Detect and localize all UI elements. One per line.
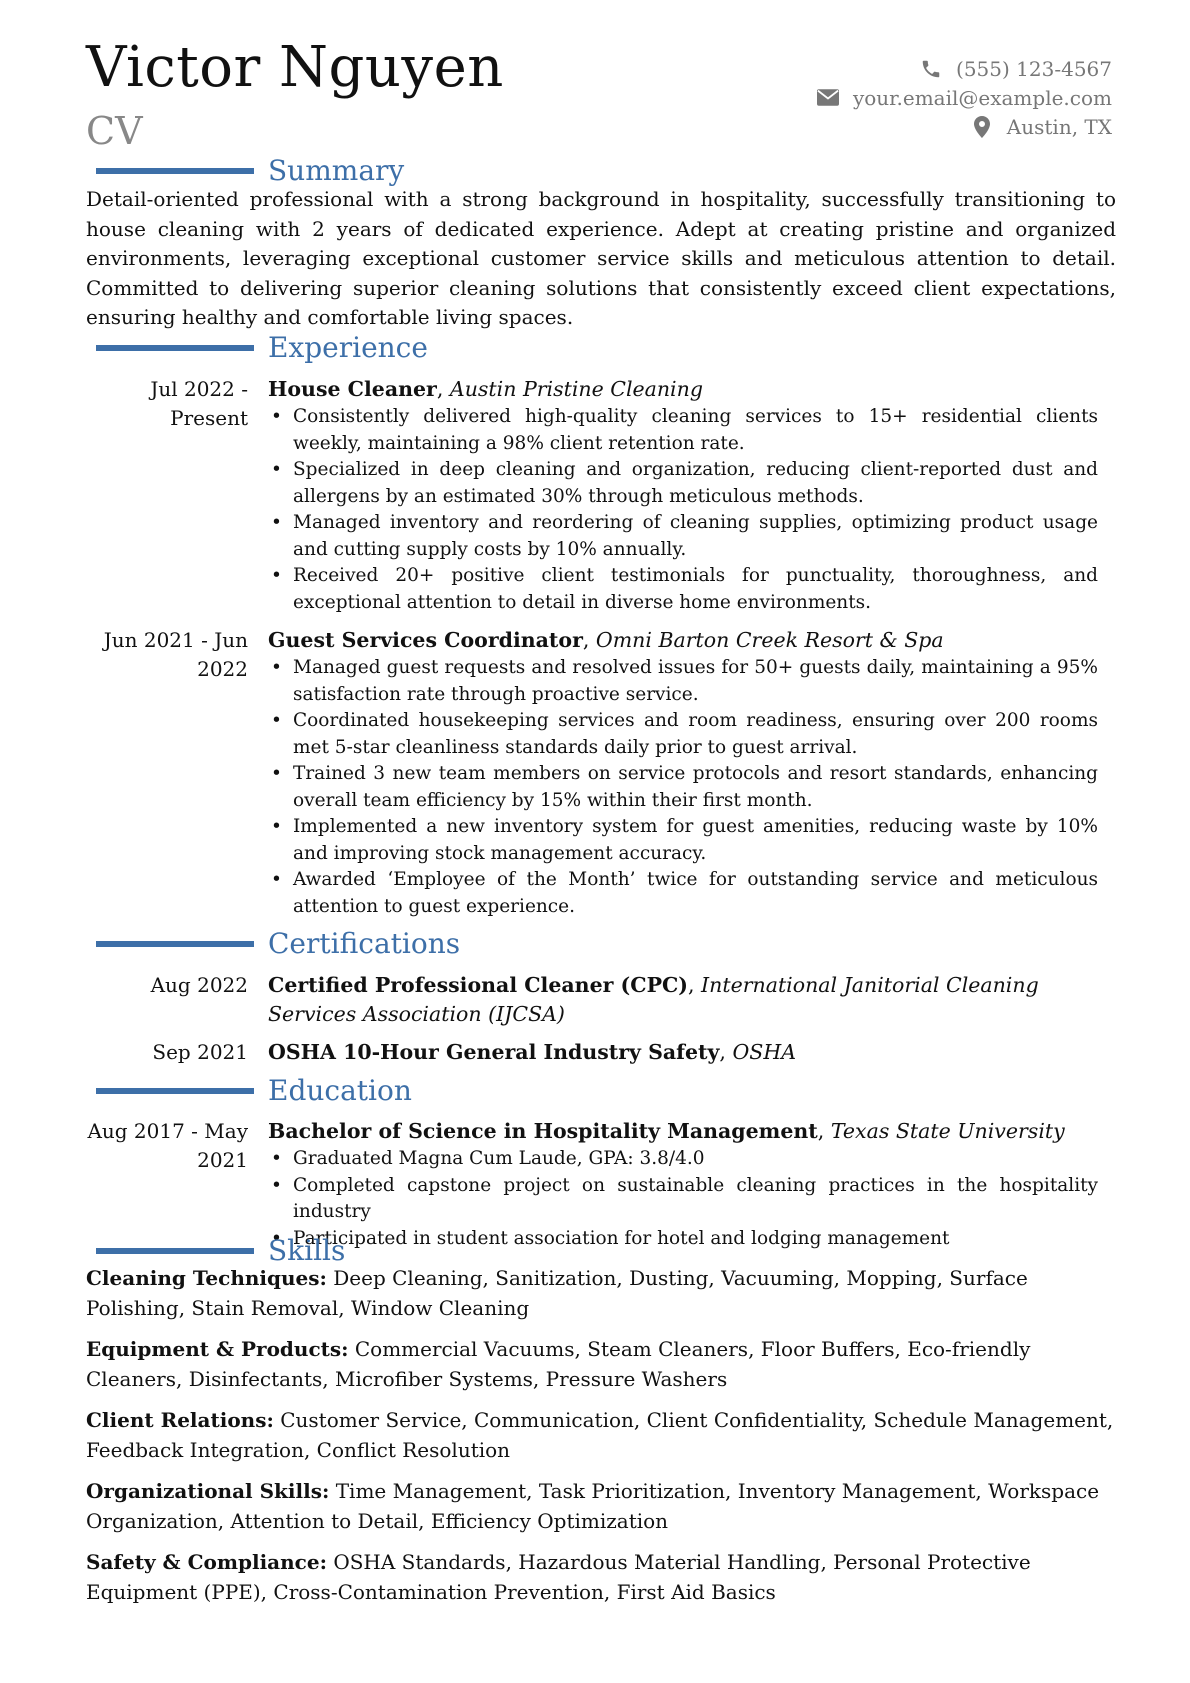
skill-label: Equipment & Products:: [86, 1337, 349, 1361]
bullet-item: • Awarded ‘Employee of the Month’ twice for outstanding service and meticulous attention to guest experience.: [268, 867, 1098, 920]
degree-title: Bachelor of Science in Hospitality Management: [268, 1119, 818, 1143]
entry-title: House Cleaner, Austin Pristine Cleaning: [268, 377, 703, 401]
skill-list: Deep Cleaning, Sanitization, Dusting, Vacuuming, Mopping, Surface Polishing, Stain Removal, Window Cleaning: [86, 1266, 1028, 1320]
entry-date: Aug 2022: [150, 973, 248, 997]
entry-date: Sep 2021: [152, 1040, 248, 1064]
entry-bullets: [268, 655, 1098, 920]
entry-title: Bachelor of Science in Hospitality Management, Texas State University: [268, 1119, 1065, 1143]
employer: Omni Barton Creek Resort & Spa: [595, 628, 944, 652]
section-title: Experience: [268, 331, 428, 364]
entry-bullets: [268, 404, 1098, 616]
contact-location: [815, 112, 1112, 141]
bullet-item: • Trained 3 new team members on service protocols and resort standards, enhancing overall team efficiency by 15% within their first month.: [268, 761, 1098, 814]
skill-group: [86, 1264, 1116, 1323]
skill-list: OSHA Standards, Hazardous Material Handling, Personal Protective Equipment (PPE), Cross-Contamination Prevention, First Aid Basics: [86, 1550, 1031, 1604]
skill-group: [86, 1335, 1116, 1394]
skill-label: Organizational Skills:: [86, 1479, 330, 1503]
contact-block: [815, 54, 1112, 141]
skill-group: [86, 1477, 1116, 1536]
skill-label: Cleaning Techniques:: [86, 1266, 327, 1290]
institution: Texas State University: [830, 1119, 1065, 1143]
bullet-item: • Managed guest requests and resolved issues for 50+ guests daily, maintaining a 95% satisfaction rate through proactive service.: [268, 655, 1098, 708]
section-rule: [96, 1248, 254, 1254]
location-text: Austin, TX: [1006, 114, 1112, 139]
phone-text: (555) 123-4567: [956, 56, 1112, 81]
document-subtitle: CV: [86, 109, 143, 153]
bullet-item: • Received 20+ positive client testimonials for punctuality, thoroughness, and exceptional attention to detail in diverse home environments.: [268, 563, 1098, 616]
issuer: OSHA: [732, 1040, 797, 1064]
issuer: International Janitorial Cleaning Services Association (IJCSA): [268, 973, 1039, 1026]
entry-bullets: [268, 1146, 1098, 1252]
skill-group: [86, 1548, 1116, 1607]
entry-date: Aug 2017 - May 2021: [87, 1119, 248, 1172]
bullet-item: • Completed capstone project on sustainable cleaning practices in the hospitality industry: [268, 1173, 1098, 1226]
skill-list: Commercial Vacuums, Steam Cleaners, Floor Buffers, Eco-friendly Cleaners, Disinfectants, Microfiber Systems, Pressure Washers: [86, 1337, 1031, 1391]
certification-title: Certified Professional Cleaner (CPC): [268, 973, 688, 997]
bullet-item: • Participated in student association for hotel and lodging management: [268, 1226, 1098, 1253]
section-title: Summary: [268, 154, 405, 187]
map-pin-icon: [969, 116, 995, 138]
section-title: Certifications: [268, 927, 461, 960]
phone-icon: [918, 58, 944, 80]
certification-title: OSHA 10-Hour General Industry Safety: [268, 1040, 720, 1064]
employer: Austin Pristine Cleaning: [449, 377, 703, 401]
entry-title: Certified Professional Cleaner (CPC), International Janitorial Cleaning Services Association (IJCSA): [268, 973, 1039, 1026]
section-rule: [96, 1088, 254, 1094]
entry-date: Jul 2022 - Present: [150, 377, 248, 430]
section-title: Skills: [268, 1234, 346, 1267]
section-title: Education: [268, 1074, 412, 1107]
entry-title: Guest Services Coordinator, Omni Barton Creek Resort & Spa: [268, 628, 944, 652]
section-rule: [96, 168, 254, 174]
contact-phone: [815, 54, 1112, 83]
bullet-item: • Consistently delivered high-quality cleaning services to 15+ residential clients weekly, maintaining a 98% client retention rate.: [268, 404, 1098, 457]
job-title: House Cleaner: [268, 377, 437, 401]
entry-title: OSHA 10-Hour General Industry Safety, OSHA: [268, 1040, 797, 1064]
section-rule: [96, 941, 254, 947]
candidate-name: Victor Nguyen: [86, 35, 504, 100]
envelope-icon: [815, 87, 841, 109]
job-title: Guest Services Coordinator: [268, 628, 583, 652]
bullet-item: • Managed inventory and reordering of cleaning supplies, optimizing product usage and cutting supply costs by 10% annually.: [268, 510, 1098, 563]
skill-group: [86, 1406, 1116, 1465]
section-rule: [96, 345, 254, 351]
bullet-item: • Implemented a new inventory system for guest amenities, reducing waste by 10% and improving stock management accuracy.: [268, 814, 1098, 867]
contact-email: [815, 83, 1112, 112]
bullet-item: • Graduated Magna Cum Laude, GPA: 3.8/4.0: [268, 1146, 1098, 1173]
skill-list: Time Management, Task Prioritization, Inventory Management, Workspace Organization, Attention to Detail, Efficiency Optimization: [86, 1479, 1100, 1533]
skill-label: Client Relations:: [86, 1408, 274, 1432]
skill-list: Customer Service, Communication, Client Confidentiality, Schedule Management, Feedback Integration, Conflict Resolution: [86, 1408, 1114, 1462]
bullet-item: • Coordinated housekeeping services and room readiness, ensuring over 200 rooms met 5-star cleanliness standards daily prior to guest arrival.: [268, 708, 1098, 761]
entry-date: Jun 2021 - Jun 2022: [103, 628, 248, 681]
bullet-item: • Specialized in deep cleaning and organization, reducing client-reported dust and allergens by an estimated 30% through meticulous methods.: [268, 457, 1098, 510]
summary-text: Detail-oriented professional with a strong background in hospitality, successfully transitioning to house cleaning with 2 years of dedicated experience. Adept at creating pristine and organized environments, leveraging exceptional customer service skills and meticulous attention to detail. Committed to delivering superior cleaning solutions that consistently exceed client expectations, ensuring healthy and comfortable living spaces.: [86, 187, 1116, 329]
email-link[interactable]: your.email@example.com: [852, 85, 1112, 110]
skill-label: Safety & Compliance:: [86, 1550, 327, 1574]
